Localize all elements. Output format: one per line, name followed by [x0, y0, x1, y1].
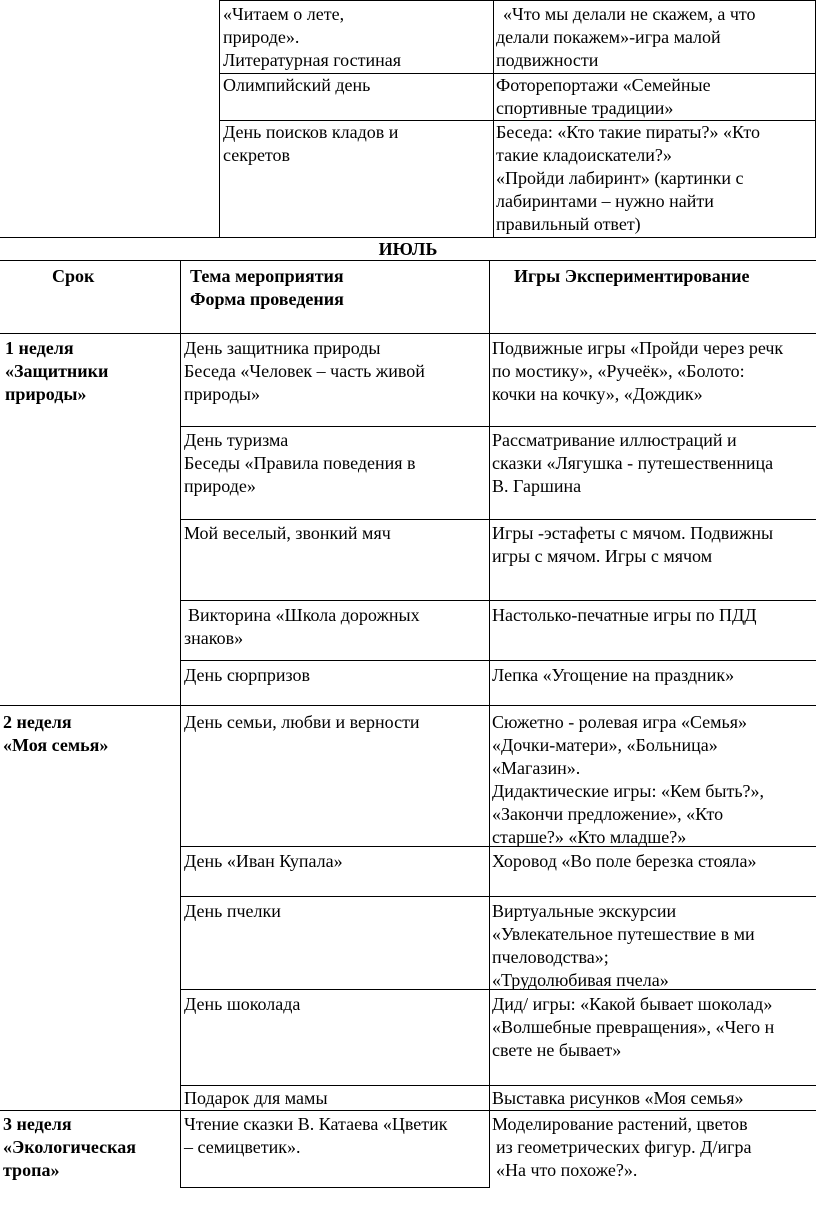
row-5-games: Лепка «Угощение на праздник» [492, 665, 735, 685]
row-1-games: Подвижные игры «Пройди через речк по мостику», «Ручеёк», «Болото: кочки на кочку», «Дождик» [492, 338, 784, 404]
row-6-theme: День семьи, любви и верности [184, 712, 420, 732]
row-1-theme: День защитника природы Беседа «Человек – часть живой природы» [184, 338, 425, 404]
row-2-games: Рассматривание иллюстраций и сказки «Лягушка - путешественница В. Гаршина [492, 430, 774, 496]
row-4-theme: Викторина «Школа дорожных знаков» [184, 605, 420, 648]
row-8-theme: День пчелки [184, 901, 281, 921]
top-row-3-col2: Беседа: «Кто такие пираты?» «Кто такие кладоискатели?» «Пройди лабиринт» (картинки с лабиринтами – нужно найти правильный ответ) [496, 122, 760, 234]
top-row-1-col1: «Читаем о лете, природе». Литературная гостиная [223, 4, 402, 70]
row-2-theme: День туризма Беседы «Правила поведения в природе» [184, 430, 416, 496]
month-title: ИЮЛЬ [378, 239, 438, 259]
row-4-games: Настолько-печатные игры по ПДД [492, 605, 757, 625]
top-row-2-col1: Олимпийский день [223, 75, 371, 95]
header-games: Игры Экспериментирование [514, 266, 750, 286]
week-2-label: 2 неделя «Моя семья» [3, 712, 109, 755]
row-3-theme: Мой веселый, звонкий мяч [184, 523, 391, 543]
row-7-theme: День «Иван Купала» [184, 851, 343, 871]
row-3-games: Игры -эстафеты с мячом. Подвижны игры с мячом. Игры с мячом [492, 523, 774, 566]
row-9-games: Дид/ игры: «Какой бывает шоколад» «Волшебные превращения», «Чего н свете не бывает» [492, 994, 775, 1060]
row-8-games: Виртуальные экскурсии «Увлекательное путешествие в ми пчеловодства»; «Трудолюбивая пчела» [492, 901, 755, 990]
row-5-theme: День сюрпризов [184, 665, 311, 685]
row-6-games: Сюжетно - ролевая игра «Семья» «Дочки-матери», «Больница» «Магазин». Дидактические игры: «Кем быть?», «Закончи предложение», «Кто старше?» «Кто младше?» [492, 712, 765, 847]
week-3-label: 3 неделя «Экологическая тропа» [3, 1114, 136, 1180]
header-theme: Тема мероприятия Форма проведения [190, 266, 344, 309]
top-row-2-col2: Фоторепортажи «Семейные спортивные традиции» [496, 75, 711, 118]
row-7-games: Хоровод «Во поле березка стояла» [492, 851, 757, 871]
top-row-3-col1: День поисков кладов и секретов [223, 122, 399, 165]
top-row-1-col2: «Что мы делали не скажем, а что делали покажем»-игра малой подвижности [496, 4, 756, 70]
row-10-games: Выставка рисунков «Моя семья» [492, 1088, 744, 1108]
row-11-games: Моделирование растений, цветов из геометрических фигур. Д/игра «На что похоже?». [492, 1114, 752, 1180]
week-1-label: 1 неделя «Защитники природы» [5, 338, 109, 404]
row-11-theme: Чтение сказки В. Катаева «Цветик – семицветик». [184, 1114, 448, 1157]
row-9-theme: День шоколада [184, 994, 301, 1014]
row-10-theme: Подарок для мамы [184, 1088, 328, 1108]
header-term: Срок [52, 266, 95, 286]
